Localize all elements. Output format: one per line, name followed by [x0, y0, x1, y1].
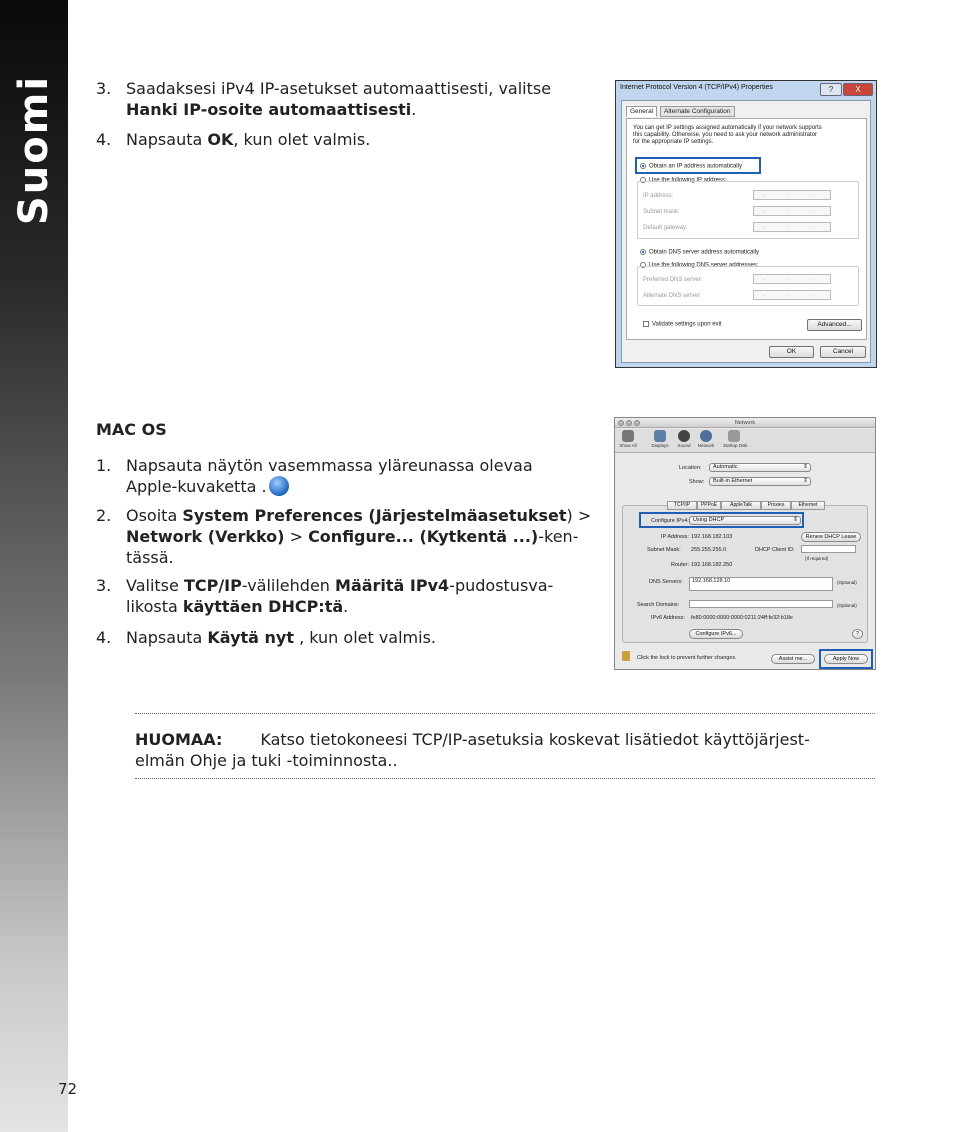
gateway-field[interactable]: . . . — [753, 222, 831, 232]
radio-manual-dns[interactable]: Use the following DNS server addresses: — [640, 262, 758, 270]
note-label: HUOMAA: — [135, 730, 223, 749]
subnet-field[interactable]: . . . — [753, 206, 831, 216]
intro-line: You can get IP settings assigned automatically if your network supports — [633, 125, 822, 131]
location-label: Location: — [679, 465, 702, 471]
close-dot-icon[interactable] — [618, 420, 624, 426]
optional-hint: (Optional) — [837, 580, 857, 585]
windows-ipv4-dialog — [615, 80, 877, 368]
step-number: 2. — [96, 506, 112, 525]
toolbar-show-all[interactable]: Show All — [617, 430, 639, 448]
preferred-dns-label: Preferred DNS server: — [643, 277, 703, 283]
page-number: 72 — [58, 1080, 78, 1098]
radio-selected-icon — [640, 249, 646, 255]
alternate-dns-field[interactable]: . . . — [753, 290, 831, 300]
divider — [135, 713, 875, 714]
divider — [135, 778, 875, 779]
step-number: 4. — [96, 130, 112, 149]
tcpip-panel — [622, 505, 868, 643]
display-icon — [654, 430, 666, 442]
ipv6-address-value: fe80:0000:0000:0000:0211:24ff:fe32:b18e — [691, 615, 793, 621]
lock-hint: Click the lock to prevent further changes. — [637, 655, 737, 661]
toolbar-displays[interactable]: Displays — [649, 430, 671, 448]
configure-ipv4-popup[interactable]: Using DHCP ⇕ — [689, 516, 801, 525]
ipv6-address-label: IPv6 Address: — [651, 615, 685, 621]
ip-address-field[interactable]: . . . — [753, 190, 831, 200]
ip-address-label: IP address: — [643, 193, 674, 199]
speaker-icon — [678, 430, 690, 442]
apple-icon — [269, 476, 289, 496]
highlight-box — [819, 649, 873, 669]
window-title: Network — [615, 418, 875, 428]
note — [135, 729, 875, 771]
highlight-box — [635, 157, 761, 174]
ip-address-label: IP Address: — [661, 534, 690, 540]
search-domains-field[interactable] — [689, 600, 833, 608]
sidebar-title: Suomi — [11, 74, 57, 226]
grid-icon — [622, 430, 634, 442]
radio-auto-ip[interactable]: Obtain an IP address automatically — [640, 163, 742, 171]
show-popup[interactable]: Built-in Ethernet ⇕ — [709, 477, 811, 486]
dhcp-client-id-label: DHCP Client ID: — [755, 547, 795, 553]
subnet-mask-value: 255.255.255.0 — [691, 547, 727, 553]
note-text-1: Katso tietokoneesi TCP/IP-asetuksia koskevat lisätiedot käyttöjärjest- — [260, 730, 810, 749]
zoom-dot-icon[interactable] — [634, 420, 640, 426]
intro-line: this capability. Otherwise, you need to ask your network administrator — [633, 132, 817, 138]
step-number: 1. — [96, 456, 112, 475]
step-number: 4. — [96, 628, 112, 647]
toolbar-startup-disk[interactable]: Startup Disk — [723, 430, 745, 448]
configure-ipv4-label: Configure IPv4: — [651, 518, 689, 524]
step-text: Saadaksesi iPv4 IP-asetukset automaattisesti, valitse Hanki IP-osoite automaattisesti. — [126, 79, 552, 119]
advanced-button[interactable]: Advanced... — [807, 319, 862, 331]
section-heading: MAC OS — [96, 420, 167, 439]
tab-pppoe[interactable]: PPPoE — [697, 501, 721, 510]
step-text: Osoita System Preferences (Järjestelmäasetukset) > Network (Verkko) > Configure... (Kytkentä ...)-ken- tässä. — [126, 506, 592, 567]
preferred-dns-field[interactable]: . . . — [753, 274, 831, 284]
cancel-button[interactable]: Cancel — [820, 346, 866, 358]
tab-appletalk[interactable]: AppleTalk — [721, 501, 761, 510]
minimize-dot-icon[interactable] — [626, 420, 632, 426]
ok-button[interactable]: OK — [769, 346, 814, 358]
router-label: Router: — [671, 562, 690, 568]
toolbar-sound[interactable]: Sound — [673, 430, 695, 448]
radio-auto-dns[interactable]: Obtain DNS server address automatically — [640, 249, 759, 257]
configure-ipv6-button[interactable]: Configure IPv6... — [689, 629, 743, 639]
step-text: Valitse TCP/IP-välilehden Määritä IPv4-pudostusva- likosta käyttäen DHCP:tä. — [126, 576, 554, 616]
toolbar — [615, 429, 875, 453]
dhcp-client-id-field[interactable] — [801, 545, 856, 553]
dialog-title: Internet Protocol Version 4 (TCP/IPv4) Properties — [620, 84, 773, 91]
toolbar-network[interactable]: Network — [695, 430, 717, 448]
tab-general[interactable]: General — [626, 106, 657, 117]
disk-icon — [728, 430, 740, 442]
subnet-mask-label: Subnet Mask: — [647, 547, 681, 553]
globe-icon — [700, 430, 712, 442]
close-button[interactable]: X — [843, 83, 873, 96]
tab-ethernet[interactable]: Ethernet — [791, 501, 825, 510]
sidebar — [0, 0, 68, 1132]
lock-icon[interactable] — [622, 651, 630, 661]
validate-checkbox[interactable]: Validate settings upon exit — [643, 321, 722, 329]
subnet-label: Subnet mask: — [643, 209, 680, 215]
assist-me-button[interactable]: Assist me... — [771, 654, 815, 664]
note-text-2: elmän Ohje ja tuki -toiminnosta.. — [135, 751, 398, 770]
renew-dhcp-button[interactable]: Renew DHCP Lease — [801, 532, 861, 542]
if-required-hint: (If required) — [805, 556, 829, 561]
dns-servers-field[interactable]: 192.168.128.10 — [689, 577, 833, 591]
radio-manual-ip[interactable]: Use the following IP address: — [640, 177, 727, 185]
mac-network-window — [614, 417, 876, 670]
tab-proxies[interactable]: Proxies — [761, 501, 791, 510]
dns-servers-label: DNS Servers: — [649, 579, 683, 585]
intro-line: for the appropriate IP settings. — [633, 139, 714, 145]
help-button[interactable]: ? — [820, 83, 842, 96]
tab-tcpip[interactable]: TCP/IP — [667, 501, 697, 510]
step-number: 3. — [96, 79, 112, 98]
step-text: Napsauta Käytä nyt , kun olet valmis. — [126, 628, 437, 647]
dns-group — [637, 266, 859, 306]
step-text: Napsauta OK, kun olet valmis. — [126, 130, 371, 149]
optional-hint: (Optional) — [837, 603, 857, 608]
tab-alternate-configuration[interactable]: Alternate Configuration — [660, 106, 735, 117]
alternate-dns-label: Alternate DNS server: — [643, 293, 702, 299]
apply-now-button[interactable]: Apply Now — [824, 654, 868, 664]
help-button[interactable]: ? — [852, 629, 863, 639]
highlight-box — [639, 512, 804, 528]
location-popup[interactable]: Automatic ⇕ — [709, 463, 811, 472]
show-label: Show: — [689, 479, 705, 485]
step-number: 3. — [96, 576, 112, 595]
gateway-label: Default gateway: — [643, 225, 688, 231]
step-text: Napsauta näytön vasemmassa yläreunassa olevaa Apple-kuvaketta . — [126, 456, 533, 496]
router-value: 192.168.182.250 — [691, 562, 733, 568]
search-domains-label: Search Domains: — [637, 602, 680, 608]
checkbox-icon — [643, 321, 649, 327]
ip-address-value: 192.168.182.103 — [691, 534, 733, 540]
